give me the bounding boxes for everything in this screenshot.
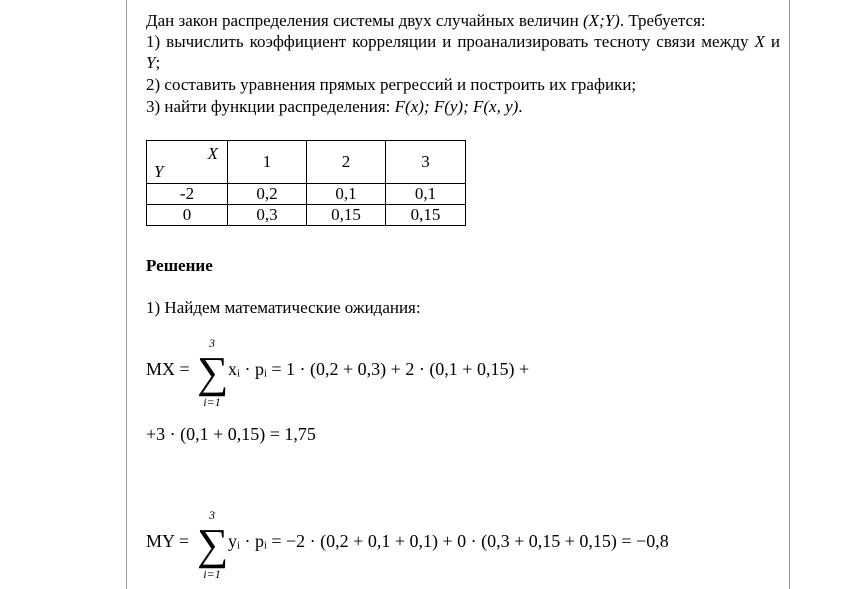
solution-step1: 1) Найдем математические ожидания:: [146, 298, 421, 317]
x-value-cell: 1: [228, 141, 307, 184]
sigma-icon: ∑: [197, 520, 229, 569]
item1-text: 1) вычислить коэффициент корреляции и проанализировать тесноту связи между: [146, 32, 749, 51]
right-margin-line: [789, 0, 790, 589]
problem-line1: [146, 10, 780, 31]
table-header-row: [147, 141, 466, 184]
x-value-cell: 2: [307, 141, 386, 184]
item1-and: и: [764, 32, 780, 51]
problem-intro: Дан закон распределения системы двух случайных величин: [146, 11, 579, 30]
left-margin-line: [126, 0, 127, 589]
xy-pair: (X;Y): [582, 11, 620, 30]
sum-upper-limit: 3: [209, 336, 215, 350]
item3-functions: F(x); F(y); F(x, y): [394, 97, 519, 116]
sum-lower-limit: i=1: [203, 395, 221, 409]
sigma-icon: ∑: [197, 348, 229, 397]
mx-rhs: xᵢ · pᵢ = 1 · (0,2 + 0,3) + 2 · (0,1 + 0,15) +: [228, 359, 530, 379]
distribution-table: [146, 140, 466, 226]
probability-cell: 0,15: [386, 205, 466, 226]
table-row: [147, 205, 466, 226]
x-axis-label: X: [207, 144, 218, 163]
sum-lower-limit: i=1: [203, 567, 221, 581]
x-value-cell: 3: [386, 141, 466, 184]
y-value-cell: -2: [147, 184, 228, 205]
sum-upper-limit: 3: [209, 508, 215, 522]
table-row: [147, 184, 466, 205]
item1-x: X: [754, 32, 765, 51]
mx-summation: [197, 336, 227, 410]
probability-cell: 0,1: [386, 184, 466, 205]
my-rhs: yᵢ · pᵢ = −2 · (0,2 + 0,1 + 0,1) + 0 · (0,3 + 0,15 + 0,15) = −0,8: [228, 531, 669, 551]
problem-item3: [146, 96, 780, 117]
y-axis-label: Y: [154, 162, 164, 181]
item3-end: .: [518, 97, 523, 116]
probability-cell: 0,3: [228, 205, 307, 226]
probability-cell: 0,15: [307, 205, 386, 226]
solution-heading: Решение: [146, 256, 213, 275]
item1-y: Y: [146, 53, 156, 72]
my-lhs: MY =: [146, 531, 189, 551]
problem-item2: 2) составить уравнения прямых регрессий и построить их графики;: [146, 75, 637, 94]
probability-cell: 0,1: [307, 184, 386, 205]
corner-cell: [147, 141, 228, 184]
probability-cell: 0,2: [228, 184, 307, 205]
problem-intro-tail: . Требуется:: [619, 11, 706, 30]
problem-item1: [146, 31, 780, 73]
item1-end: ;: [155, 53, 161, 72]
item3-text: 3) найти функции распределения:: [146, 97, 395, 116]
my-summation: [197, 508, 227, 582]
y-value-cell: 0: [147, 205, 228, 226]
mx-lhs: MX =: [146, 359, 190, 379]
mx-continuation: +3 · (0,1 + 0,15) = 1,75: [146, 424, 316, 444]
